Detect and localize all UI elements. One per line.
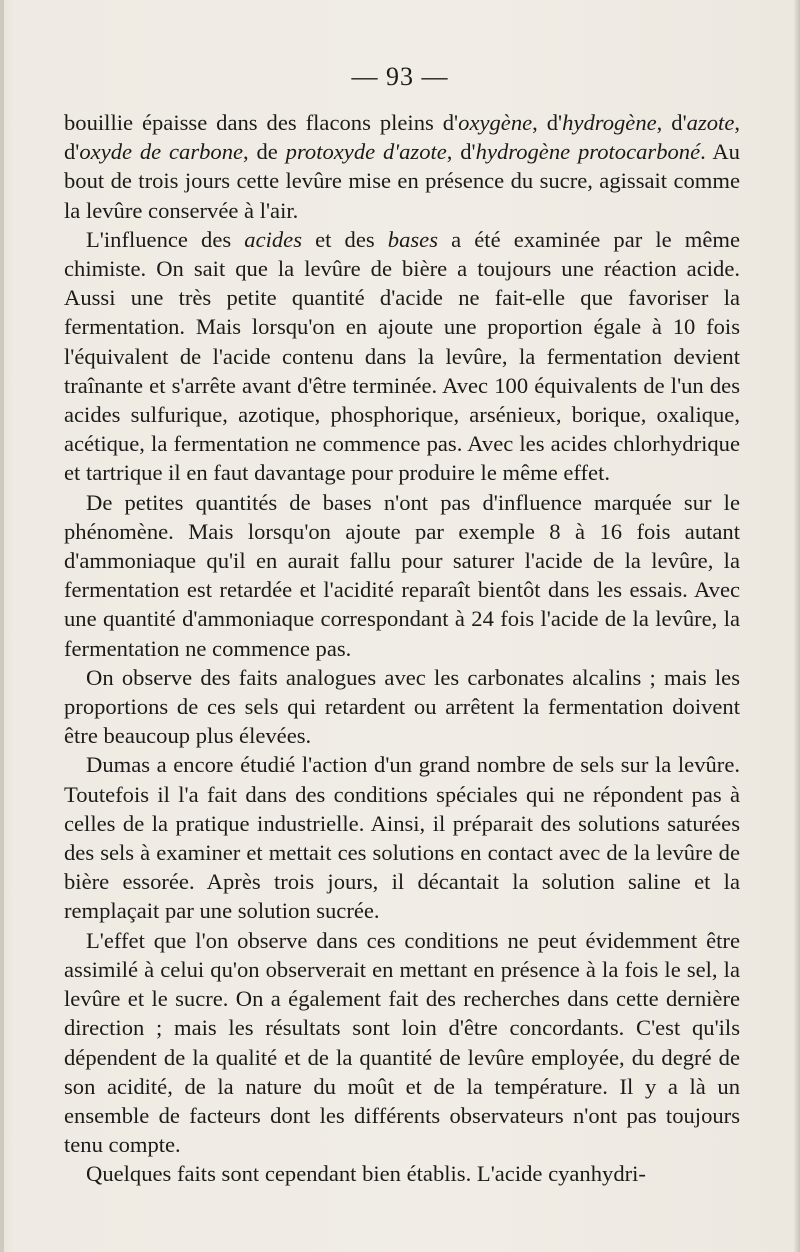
text-run: , d' bbox=[532, 110, 563, 135]
paragraph-p5 bbox=[64, 750, 740, 925]
text-run: Quelques faits sont cependant bien établis. L'acide cyanhydri- bbox=[86, 1161, 646, 1187]
paragraph-p6 bbox=[64, 926, 740, 1160]
italic-term: hydrogène bbox=[562, 110, 657, 135]
italic-term: bases bbox=[387, 226, 439, 252]
text-run: , d' bbox=[656, 110, 687, 135]
page-left-edge bbox=[0, 0, 4, 1252]
text-run: , d' bbox=[64, 110, 741, 165]
text-run: , de bbox=[243, 139, 286, 165]
italic-term: oxygène bbox=[458, 110, 533, 135]
italic-term: hydrogène protocarboné bbox=[475, 139, 701, 165]
text-run: On observe des faits analogues avec les carbonates alcalins ; mais les proportions de ces sels qui retardent ou arrêtent la fermentation doivent être beaucoup plus élevées. bbox=[64, 664, 740, 749]
text-run: L'influence des bbox=[86, 226, 245, 252]
paragraph-p2 bbox=[64, 225, 740, 488]
paragraph-p1 bbox=[64, 108, 740, 225]
italic-term: protoxyde d'azote bbox=[285, 139, 447, 165]
text-run: a été examinée par le même chimiste. On sait que la levûre de bière a toujours une réaction acide. Aussi une très petite quantité d'acide ne fait-elle que favoriser la fermentation. Mais lorsqu'on en ajoute une proportion égale à 10 fois l'équivalent de l'acide contenu dans la levûre, la fermentation devient traînante et s'arrête avant d'être terminée. Avec 100 équivalents de l'un des acides sulfurique, azotique, phosphorique, arsénieux, borique, oxalique, acétique, la fermentation ne commence pas. Avec les acides chlorhydrique et tartrique il en faut davantage pour produire le même effet. bbox=[64, 226, 740, 486]
page-number: — 93 — bbox=[351, 62, 449, 91]
text-run: . Au bout de trois jours cette levûre mise en présence du sucre, agissait comme la levûre conservée à l'air. bbox=[64, 139, 740, 223]
paragraph-p7 bbox=[64, 1159, 740, 1188]
paragraph-p4 bbox=[64, 663, 740, 751]
page-right-edge bbox=[794, 0, 800, 1252]
body-text bbox=[64, 108, 740, 1189]
italic-term: oxyde de carbone bbox=[79, 139, 244, 165]
italic-term: azote bbox=[686, 110, 735, 135]
text-run: L'effet que l'on observe dans ces conditions ne peut évidemment être assimilé à celui qu'on observerait en mettant en présence à la fois le sel, la levûre et le sucre. On a également fait des recherches dans cette dernière direction ; mais les résultats sont loin d'être concordants. C'est qu'ils dépendent de la qualité et de la quantité de levûre employée, du degré de son acidité, de la nature du moût et de la température. Il y a là un ensemble de facteurs dont les différents observateurs n'ont pas toujours tenu compte. bbox=[64, 927, 740, 1158]
text-run: bouillie épaisse dans des flacons pleins d' bbox=[64, 110, 459, 135]
text-run: Dumas a encore étudié l'action d'un grand nombre de sels sur la levûre. Toutefois il l'a fait dans des conditions spéciales qui ne répondent pas à celles de la pratique industrielle. Ainsi, il préparait des solutions saturées des sels à examiner et mettait ces solutions en contact avec de la levûre de bière essorée. Après trois jours, il décantait la solution saline et la remplaçait par une solution sucrée. bbox=[64, 752, 740, 924]
italic-term: acides bbox=[244, 226, 303, 252]
text-run: De petites quantités de bases n'ont pas d'influence marquée sur le phénomène. Mais lorsqu'on ajoute par exemple 8 à 16 fois autant d'ammoniaque qu'il en aurait fallu pour saturer l'acide de la levûre, la fermentation est retardée et l'acidité reparaît bientôt dans les essais. Avec une quantité d'ammoniaque correspondant à 24 fois l'acide de la levûre, la fermentation ne commence pas. bbox=[64, 489, 740, 661]
text-run: et des bbox=[302, 226, 388, 252]
paragraph-p3 bbox=[64, 488, 740, 663]
text-run: , d' bbox=[446, 139, 476, 165]
